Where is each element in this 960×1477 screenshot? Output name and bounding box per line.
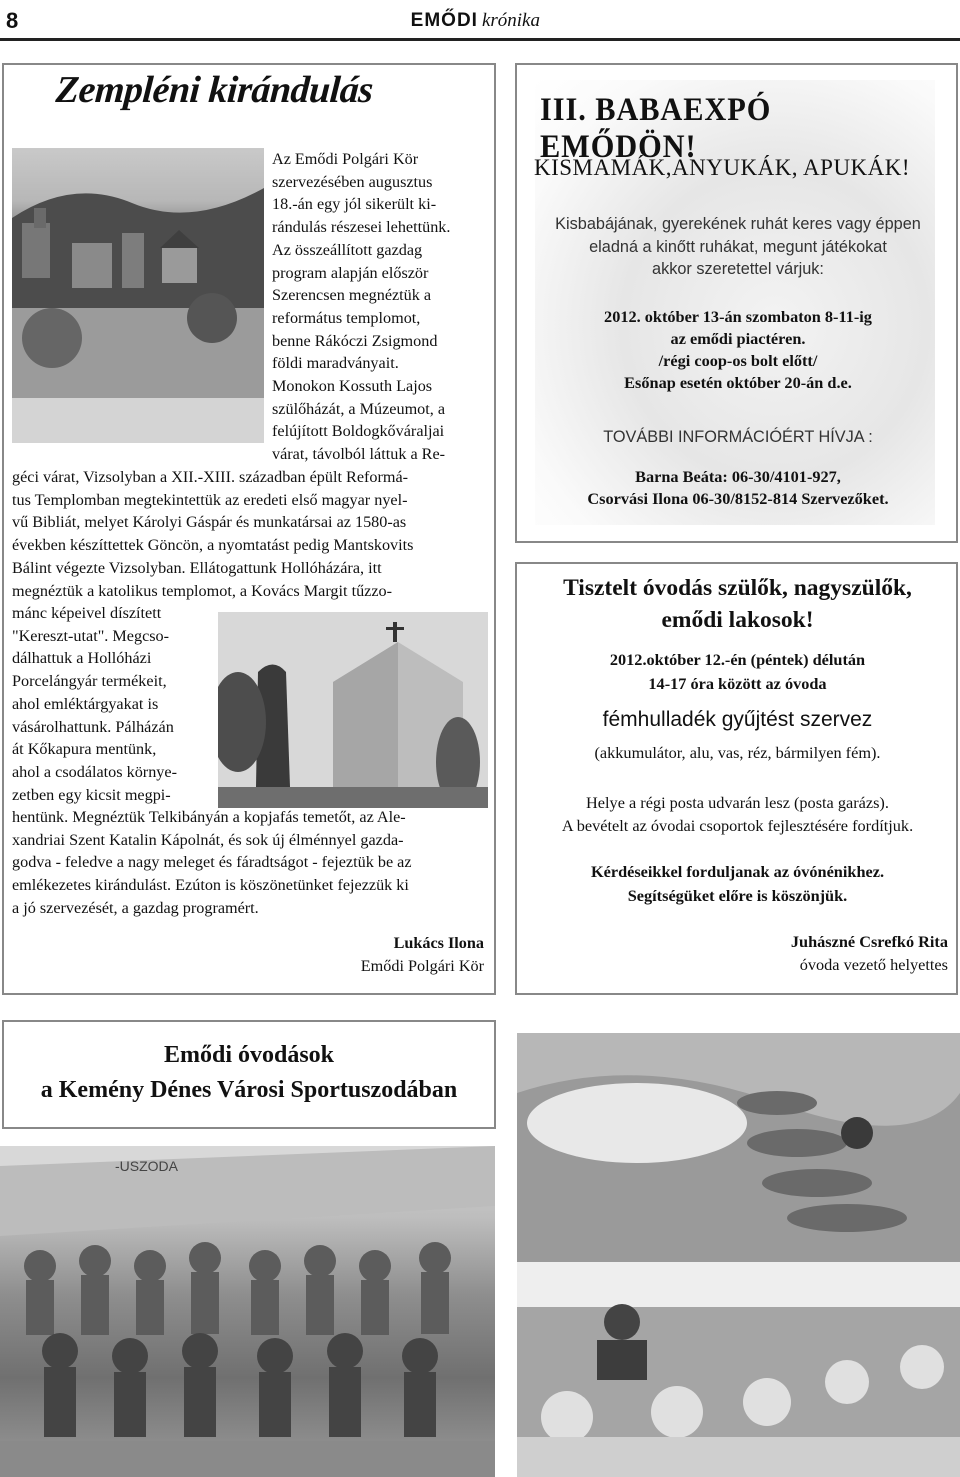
- kindergarten-notice-event: fémhulladék gyűjtést szervez: [602, 708, 873, 731]
- masthead-brand: EMŐDI: [410, 10, 478, 31]
- children-group-photo: [0, 1146, 495, 1477]
- kindergarten-notice-place: Helye a régi posta udvarán lesz (posta garázs). A bevételt az óvodai csoportok fejlesztésére fordítjuk.: [561, 793, 914, 835]
- swimming-caption-title: Emődi óvodások a Kemény Dénes Városi Sportuszodában: [40, 1042, 458, 1103]
- article-signature: [250, 932, 484, 977]
- page-number: 8: [6, 8, 19, 33]
- kindergarten-notice-signature: [600, 930, 948, 977]
- article-title: Zempléni kirándulás: [54, 69, 375, 111]
- header-rule: [0, 38, 960, 41]
- masthead-subtitle: krónika: [481, 10, 540, 31]
- babaexpo-subtitle: KISMAMÁK,ANYUKÁK, APUKÁK!: [534, 155, 911, 180]
- kindergarten-notice-title: Tisztelt óvodás szülők, nagyszülők, emődi lakosok!: [563, 575, 912, 633]
- babaexpo-intro: Kisbabájának, gyerekének ruhát keres vagy éppen eladná a kinőtt ruhákat, megunt játékokat akkor szeretettel várjuk:: [555, 215, 921, 278]
- babaexpo-when: 2012. október 13-án szombaton 8-11-ig az emődi piactéren. /régi coop-os bolt előtt/ Esőnap esetén október 20-án d.e.: [604, 307, 872, 392]
- article-text-full2: hentünk. Megnéztük Telkibányán a kopjafás temetőt, az Ale- xandriai Szent Katalin Kápolnát, és sok új élménnyel gazda- godva - feledve a nagy meleget és fáradtságot - fejeztük be az emlékezetes kirándulást. Ezúton is köszönetünket fejezzük ki a jó szervezését, a gazdag programért.: [12, 808, 412, 917]
- babaexpo-title: III. BABAEXPÓ EMŐDÖN!: [540, 92, 772, 165]
- article-author-org: Emődi Polgári Kör: [360, 956, 484, 975]
- pool-building-sign: -USZODA: [115, 1158, 178, 1174]
- kindergarten-notice-request: Kérdéseikkel forduljanak az óvónénikhez. Segítségüket előre is köszönjük.: [590, 862, 885, 905]
- kindergarten-signer-role: óvoda vezető helyettes: [799, 955, 948, 974]
- article-author: Lukács Ilona: [393, 934, 484, 952]
- castle-photo: [12, 148, 264, 443]
- kindergarten-notice-date: 2012.október 12.-én (péntek) délután 14-17 óra között az óvoda: [609, 650, 866, 693]
- kindergarten-signer: Juhászné Csrefkó Rita: [790, 932, 948, 951]
- masthead: [411, 10, 540, 32]
- chapel-photo: [218, 612, 488, 808]
- babaexpo-contacts: Barna Beáta: 06-30/4101-927, Csorvási Ilona 06-30/8152-814 Szervezőket.: [587, 467, 889, 508]
- pool-photo-bottom: [517, 1262, 960, 1477]
- article-text-full1: géci várat, Vizsolyban a XII.-XIII. században épült Reformá- tus Templomban megtekintettük az eredeti első magyar nyel- vű Bibliát, melyet Károlyi Gáspár és munkatársai az 1580-as években készíttettek Göncön, a nyomtatást pedig Mantskovits Bálint végezte Vizsolyban. Ellátogattunk Hollóházára, itt megnéztük a katolikus templomot, a Kovács Margit tűzzo-: [12, 468, 414, 600]
- article-text-wrap1: Az Emődi Polgári Kör szervezésében augusztus 18.-án egy jól sikerült ki- rándulás részesei lehettünk. Az összeállított gazdag program alapján először Szerencsen megnéztük a református templomot, benne Rákóczi Zsigmond földi maradványait. Monokon Kossuth Lajos szülőházát, a Múzeumot, a felújított Boldogkőváraljai várat, távolból láttuk a Re-: [272, 150, 451, 464]
- pool-photo-top: [517, 1033, 960, 1267]
- article-text-wrap2: mánc képeivel díszített "Kereszt-utat". Megcso- dálhattuk a Hollóházi Porcelángyár termékeit, ahol emléktárgyakat is vásárolhattunk. Pálházán át Kőkapura mentünk, ahol a csodálatos környe- zetben egy kicsit megpi-: [12, 604, 177, 804]
- kindergarten-notice-items: (akkumulátor, alu, vas, réz, bármilyen fém).: [594, 743, 881, 762]
- babaexpo-info: TOVÁBBI INFORMÁCIÓÉRT HÍVJA :: [603, 428, 873, 446]
